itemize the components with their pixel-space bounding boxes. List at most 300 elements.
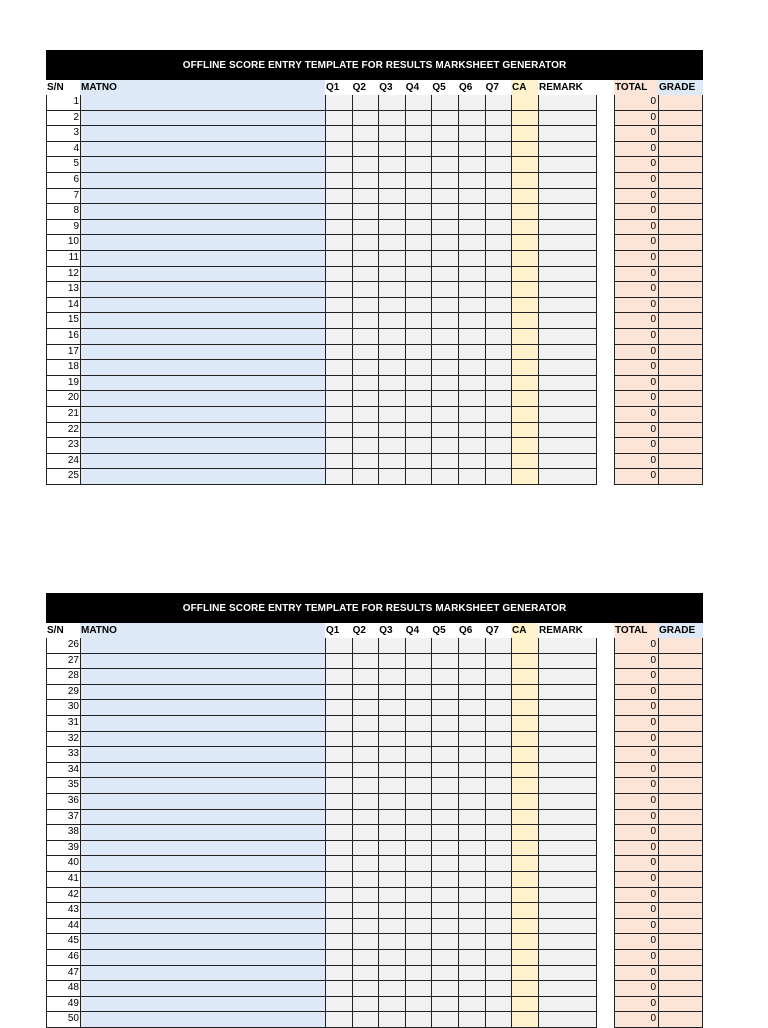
ca-cell[interactable] (511, 95, 538, 111)
remark-cell[interactable] (538, 997, 597, 1013)
q4-cell[interactable] (405, 469, 432, 485)
q6-cell[interactable] (458, 313, 485, 329)
ca-cell[interactable] (511, 841, 538, 857)
q6-cell[interactable] (458, 997, 485, 1013)
remark-cell[interactable] (538, 267, 597, 283)
q1-cell[interactable] (325, 888, 352, 904)
q5-cell[interactable] (431, 903, 458, 919)
q2-cell[interactable] (352, 438, 379, 454)
remark-cell[interactable] (538, 700, 597, 716)
q6-cell[interactable] (458, 189, 485, 205)
matno-cell[interactable] (80, 235, 325, 251)
q3-cell[interactable] (378, 950, 405, 966)
q4-cell[interactable] (405, 282, 432, 298)
q3-cell[interactable] (378, 345, 405, 361)
q2-cell[interactable] (352, 716, 379, 732)
q4-cell[interactable] (405, 825, 432, 841)
q3-cell[interactable] (378, 220, 405, 236)
matno-cell[interactable] (80, 981, 325, 997)
matno-cell[interactable] (80, 220, 325, 236)
remark-cell[interactable] (538, 966, 597, 982)
q1-cell[interactable] (325, 732, 352, 748)
matno-cell[interactable] (80, 950, 325, 966)
q2-cell[interactable] (352, 669, 379, 685)
q6-cell[interactable] (458, 919, 485, 935)
ca-cell[interactable] (511, 654, 538, 670)
q6-cell[interactable] (458, 111, 485, 127)
q2-cell[interactable] (352, 934, 379, 950)
q4-cell[interactable] (405, 267, 432, 283)
q2-cell[interactable] (352, 919, 379, 935)
q5-cell[interactable] (431, 282, 458, 298)
ca-cell[interactable] (511, 220, 538, 236)
q1-cell[interactable] (325, 345, 352, 361)
matno-cell[interactable] (80, 438, 325, 454)
q3-cell[interactable] (378, 267, 405, 283)
matno-cell[interactable] (80, 313, 325, 329)
q2-cell[interactable] (352, 204, 379, 220)
ca-cell[interactable] (511, 111, 538, 127)
q1-cell[interactable] (325, 423, 352, 439)
ca-cell[interactable] (511, 282, 538, 298)
q5-cell[interactable] (431, 267, 458, 283)
q4-cell[interactable] (405, 872, 432, 888)
q2-cell[interactable] (352, 220, 379, 236)
q6-cell[interactable] (458, 220, 485, 236)
q7-cell[interactable] (485, 856, 511, 872)
q3-cell[interactable] (378, 872, 405, 888)
q1-cell[interactable] (325, 841, 352, 857)
matno-cell[interactable] (80, 95, 325, 111)
ca-cell[interactable] (511, 1012, 538, 1028)
q4-cell[interactable] (405, 950, 432, 966)
q2-cell[interactable] (352, 142, 379, 158)
remark-cell[interactable] (538, 934, 597, 950)
q5-cell[interactable] (431, 669, 458, 685)
ca-cell[interactable] (511, 204, 538, 220)
q3-cell[interactable] (378, 1012, 405, 1028)
q2-cell[interactable] (352, 841, 379, 857)
q1-cell[interactable] (325, 95, 352, 111)
matno-cell[interactable] (80, 685, 325, 701)
q7-cell[interactable] (485, 747, 511, 763)
q3-cell[interactable] (378, 669, 405, 685)
q2-cell[interactable] (352, 391, 379, 407)
q6-cell[interactable] (458, 732, 485, 748)
q7-cell[interactable] (485, 313, 511, 329)
ca-cell[interactable] (511, 888, 538, 904)
q5-cell[interactable] (431, 856, 458, 872)
matno-cell[interactable] (80, 173, 325, 189)
q7-cell[interactable] (485, 345, 511, 361)
q1-cell[interactable] (325, 469, 352, 485)
q6-cell[interactable] (458, 778, 485, 794)
q6-cell[interactable] (458, 204, 485, 220)
matno-cell[interactable] (80, 376, 325, 392)
q3-cell[interactable] (378, 391, 405, 407)
q4-cell[interactable] (405, 454, 432, 470)
ca-cell[interactable] (511, 716, 538, 732)
q7-cell[interactable] (485, 903, 511, 919)
q1-cell[interactable] (325, 189, 352, 205)
remark-cell[interactable] (538, 638, 597, 654)
q1-cell[interactable] (325, 438, 352, 454)
remark-cell[interactable] (538, 235, 597, 251)
q5-cell[interactable] (431, 173, 458, 189)
q5-cell[interactable] (431, 142, 458, 158)
matno-cell[interactable] (80, 391, 325, 407)
q6-cell[interactable] (458, 685, 485, 701)
q1-cell[interactable] (325, 778, 352, 794)
ca-cell[interactable] (511, 189, 538, 205)
matno-cell[interactable] (80, 888, 325, 904)
q2-cell[interactable] (352, 329, 379, 345)
q5-cell[interactable] (431, 888, 458, 904)
remark-cell[interactable] (538, 345, 597, 361)
q4-cell[interactable] (405, 345, 432, 361)
q3-cell[interactable] (378, 111, 405, 127)
q3-cell[interactable] (378, 685, 405, 701)
q4-cell[interactable] (405, 888, 432, 904)
q6-cell[interactable] (458, 376, 485, 392)
q3-cell[interactable] (378, 126, 405, 142)
q1-cell[interactable] (325, 251, 352, 267)
q2-cell[interactable] (352, 126, 379, 142)
q1-cell[interactable] (325, 173, 352, 189)
q4-cell[interactable] (405, 778, 432, 794)
remark-cell[interactable] (538, 376, 597, 392)
q7-cell[interactable] (485, 204, 511, 220)
q7-cell[interactable] (485, 173, 511, 189)
remark-cell[interactable] (538, 469, 597, 485)
q2-cell[interactable] (352, 794, 379, 810)
q4-cell[interactable] (405, 298, 432, 314)
ca-cell[interactable] (511, 763, 538, 779)
q1-cell[interactable] (325, 282, 352, 298)
remark-cell[interactable] (538, 329, 597, 345)
q3-cell[interactable] (378, 204, 405, 220)
q7-cell[interactable] (485, 469, 511, 485)
q7-cell[interactable] (485, 95, 511, 111)
matno-cell[interactable] (80, 157, 325, 173)
matno-cell[interactable] (80, 825, 325, 841)
q1-cell[interactable] (325, 997, 352, 1013)
q5-cell[interactable] (431, 423, 458, 439)
remark-cell[interactable] (538, 204, 597, 220)
q2-cell[interactable] (352, 1012, 379, 1028)
q6-cell[interactable] (458, 423, 485, 439)
q6-cell[interactable] (458, 888, 485, 904)
ca-cell[interactable] (511, 810, 538, 826)
q4-cell[interactable] (405, 638, 432, 654)
q3-cell[interactable] (378, 825, 405, 841)
ca-cell[interactable] (511, 345, 538, 361)
q7-cell[interactable] (485, 669, 511, 685)
q7-cell[interactable] (485, 423, 511, 439)
q3-cell[interactable] (378, 654, 405, 670)
ca-cell[interactable] (511, 981, 538, 997)
q5-cell[interactable] (431, 934, 458, 950)
q5-cell[interactable] (431, 950, 458, 966)
q1-cell[interactable] (325, 220, 352, 236)
q4-cell[interactable] (405, 173, 432, 189)
q2-cell[interactable] (352, 345, 379, 361)
q7-cell[interactable] (485, 778, 511, 794)
remark-cell[interactable] (538, 438, 597, 454)
q4-cell[interactable] (405, 732, 432, 748)
ca-cell[interactable] (511, 903, 538, 919)
q3-cell[interactable] (378, 794, 405, 810)
q4-cell[interactable] (405, 142, 432, 158)
q7-cell[interactable] (485, 391, 511, 407)
q7-cell[interactable] (485, 282, 511, 298)
ca-cell[interactable] (511, 157, 538, 173)
q3-cell[interactable] (378, 841, 405, 857)
q1-cell[interactable] (325, 313, 352, 329)
ca-cell[interactable] (511, 438, 538, 454)
q7-cell[interactable] (485, 142, 511, 158)
matno-cell[interactable] (80, 903, 325, 919)
ca-cell[interactable] (511, 454, 538, 470)
remark-cell[interactable] (538, 298, 597, 314)
q4-cell[interactable] (405, 407, 432, 423)
q6-cell[interactable] (458, 454, 485, 470)
q5-cell[interactable] (431, 204, 458, 220)
q3-cell[interactable] (378, 732, 405, 748)
remark-cell[interactable] (538, 142, 597, 158)
remark-cell[interactable] (538, 794, 597, 810)
matno-cell[interactable] (80, 282, 325, 298)
q7-cell[interactable] (485, 732, 511, 748)
q6-cell[interactable] (458, 95, 485, 111)
q7-cell[interactable] (485, 841, 511, 857)
remark-cell[interactable] (538, 888, 597, 904)
ca-cell[interactable] (511, 360, 538, 376)
q7-cell[interactable] (485, 810, 511, 826)
ca-cell[interactable] (511, 407, 538, 423)
q5-cell[interactable] (431, 157, 458, 173)
q5-cell[interactable] (431, 313, 458, 329)
remark-cell[interactable] (538, 747, 597, 763)
matno-cell[interactable] (80, 423, 325, 439)
matno-cell[interactable] (80, 669, 325, 685)
q5-cell[interactable] (431, 872, 458, 888)
q7-cell[interactable] (485, 438, 511, 454)
q3-cell[interactable] (378, 638, 405, 654)
q4-cell[interactable] (405, 810, 432, 826)
ca-cell[interactable] (511, 235, 538, 251)
q5-cell[interactable] (431, 391, 458, 407)
q6-cell[interactable] (458, 903, 485, 919)
matno-cell[interactable] (80, 298, 325, 314)
ca-cell[interactable] (511, 173, 538, 189)
remark-cell[interactable] (538, 732, 597, 748)
matno-cell[interactable] (80, 810, 325, 826)
matno-cell[interactable] (80, 469, 325, 485)
q6-cell[interactable] (458, 391, 485, 407)
remark-cell[interactable] (538, 903, 597, 919)
q3-cell[interactable] (378, 966, 405, 982)
q4-cell[interactable] (405, 1012, 432, 1028)
q2-cell[interactable] (352, 747, 379, 763)
q4-cell[interactable] (405, 95, 432, 111)
q5-cell[interactable] (431, 825, 458, 841)
q3-cell[interactable] (378, 407, 405, 423)
ca-cell[interactable] (511, 794, 538, 810)
q2-cell[interactable] (352, 966, 379, 982)
q5-cell[interactable] (431, 251, 458, 267)
q3-cell[interactable] (378, 282, 405, 298)
q5-cell[interactable] (431, 747, 458, 763)
q7-cell[interactable] (485, 126, 511, 142)
matno-cell[interactable] (80, 654, 325, 670)
q3-cell[interactable] (378, 888, 405, 904)
q3-cell[interactable] (378, 856, 405, 872)
q1-cell[interactable] (325, 126, 352, 142)
remark-cell[interactable] (538, 919, 597, 935)
q3-cell[interactable] (378, 423, 405, 439)
q1-cell[interactable] (325, 638, 352, 654)
q2-cell[interactable] (352, 872, 379, 888)
ca-cell[interactable] (511, 825, 538, 841)
q6-cell[interactable] (458, 235, 485, 251)
q3-cell[interactable] (378, 189, 405, 205)
q1-cell[interactable] (325, 360, 352, 376)
matno-cell[interactable] (80, 747, 325, 763)
q5-cell[interactable] (431, 1012, 458, 1028)
q4-cell[interactable] (405, 313, 432, 329)
q4-cell[interactable] (405, 204, 432, 220)
q1-cell[interactable] (325, 376, 352, 392)
q1-cell[interactable] (325, 716, 352, 732)
q1-cell[interactable] (325, 763, 352, 779)
q5-cell[interactable] (431, 454, 458, 470)
q2-cell[interactable] (352, 267, 379, 283)
q7-cell[interactable] (485, 716, 511, 732)
q5-cell[interactable] (431, 126, 458, 142)
ca-cell[interactable] (511, 966, 538, 982)
q3-cell[interactable] (378, 376, 405, 392)
q6-cell[interactable] (458, 700, 485, 716)
remark-cell[interactable] (538, 313, 597, 329)
matno-cell[interactable] (80, 856, 325, 872)
q1-cell[interactable] (325, 981, 352, 997)
q5-cell[interactable] (431, 778, 458, 794)
q5-cell[interactable] (431, 981, 458, 997)
q1-cell[interactable] (325, 204, 352, 220)
matno-cell[interactable] (80, 966, 325, 982)
q5-cell[interactable] (431, 298, 458, 314)
q7-cell[interactable] (485, 638, 511, 654)
ca-cell[interactable] (511, 950, 538, 966)
q6-cell[interactable] (458, 981, 485, 997)
q1-cell[interactable] (325, 825, 352, 841)
q2-cell[interactable] (352, 825, 379, 841)
q2-cell[interactable] (352, 654, 379, 670)
remark-cell[interactable] (538, 423, 597, 439)
q1-cell[interactable] (325, 903, 352, 919)
q2-cell[interactable] (352, 732, 379, 748)
q2-cell[interactable] (352, 111, 379, 127)
q2-cell[interactable] (352, 235, 379, 251)
q5-cell[interactable] (431, 376, 458, 392)
q1-cell[interactable] (325, 950, 352, 966)
q1-cell[interactable] (325, 111, 352, 127)
q5-cell[interactable] (431, 654, 458, 670)
q4-cell[interactable] (405, 919, 432, 935)
q4-cell[interactable] (405, 763, 432, 779)
q7-cell[interactable] (485, 407, 511, 423)
q5-cell[interactable] (431, 716, 458, 732)
q2-cell[interactable] (352, 888, 379, 904)
q6-cell[interactable] (458, 950, 485, 966)
q1-cell[interactable] (325, 856, 352, 872)
q7-cell[interactable] (485, 360, 511, 376)
q3-cell[interactable] (378, 454, 405, 470)
q2-cell[interactable] (352, 189, 379, 205)
q1-cell[interactable] (325, 872, 352, 888)
q6-cell[interactable] (458, 810, 485, 826)
ca-cell[interactable] (511, 700, 538, 716)
remark-cell[interactable] (538, 856, 597, 872)
q7-cell[interactable] (485, 981, 511, 997)
q5-cell[interactable] (431, 732, 458, 748)
q2-cell[interactable] (352, 638, 379, 654)
q5-cell[interactable] (431, 638, 458, 654)
q5-cell[interactable] (431, 189, 458, 205)
ca-cell[interactable] (511, 126, 538, 142)
q3-cell[interactable] (378, 747, 405, 763)
ca-cell[interactable] (511, 997, 538, 1013)
q3-cell[interactable] (378, 700, 405, 716)
q3-cell[interactable] (378, 997, 405, 1013)
remark-cell[interactable] (538, 173, 597, 189)
q7-cell[interactable] (485, 454, 511, 470)
remark-cell[interactable] (538, 872, 597, 888)
q4-cell[interactable] (405, 360, 432, 376)
q7-cell[interactable] (485, 872, 511, 888)
q4-cell[interactable] (405, 685, 432, 701)
q7-cell[interactable] (485, 329, 511, 345)
q5-cell[interactable] (431, 329, 458, 345)
remark-cell[interactable] (538, 810, 597, 826)
q1-cell[interactable] (325, 810, 352, 826)
q7-cell[interactable] (485, 376, 511, 392)
q6-cell[interactable] (458, 142, 485, 158)
q1-cell[interactable] (325, 1012, 352, 1028)
remark-cell[interactable] (538, 685, 597, 701)
q6-cell[interactable] (458, 298, 485, 314)
matno-cell[interactable] (80, 189, 325, 205)
ca-cell[interactable] (511, 856, 538, 872)
ca-cell[interactable] (511, 685, 538, 701)
q4-cell[interactable] (405, 329, 432, 345)
q5-cell[interactable] (431, 997, 458, 1013)
q6-cell[interactable] (458, 407, 485, 423)
q3-cell[interactable] (378, 716, 405, 732)
matno-cell[interactable] (80, 778, 325, 794)
q3-cell[interactable] (378, 810, 405, 826)
q7-cell[interactable] (485, 919, 511, 935)
q1-cell[interactable] (325, 329, 352, 345)
q6-cell[interactable] (458, 794, 485, 810)
ca-cell[interactable] (511, 267, 538, 283)
q5-cell[interactable] (431, 919, 458, 935)
q5-cell[interactable] (431, 469, 458, 485)
ca-cell[interactable] (511, 919, 538, 935)
q4-cell[interactable] (405, 716, 432, 732)
q7-cell[interactable] (485, 235, 511, 251)
